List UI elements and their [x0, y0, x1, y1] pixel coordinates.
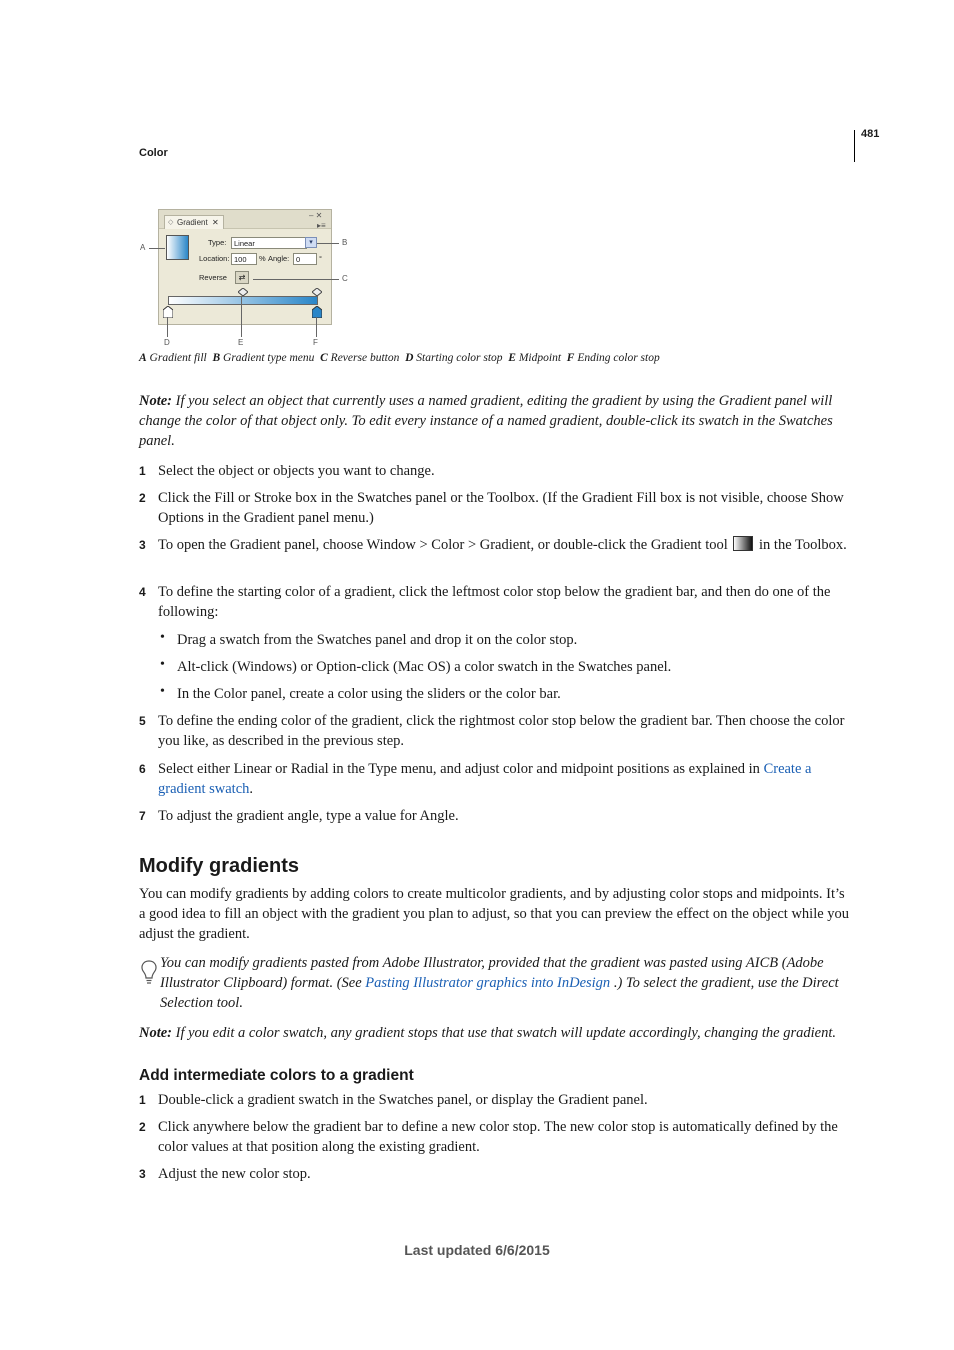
bullet-icon: •	[160, 657, 165, 672]
step-number: 6	[139, 762, 146, 776]
step-text: Select the object or objects you want to change.	[158, 463, 435, 479]
step-number: 2	[139, 491, 146, 505]
location-field[interactable]: 100	[231, 253, 257, 265]
midpoint-icon[interactable]	[238, 288, 248, 296]
note-text: If you edit a color swatch, any gradient stops that use that swatch will update accordingly, changing the gradient.	[175, 1025, 836, 1041]
header-rule	[854, 130, 855, 162]
step-text: To define the starting color of a gradient, click the leftmost color stop below the gradient bar, and then do one of the following:	[158, 584, 831, 620]
step-number: 3	[139, 538, 146, 552]
reverse-icon[interactable]: ⇄	[235, 271, 249, 284]
step-number: 7	[139, 809, 146, 823]
degree-sign: °	[319, 254, 322, 263]
step-text: Click the Fill or Stroke box in the Swatches panel or the Toolbox. (If the Gradient Fill box is not visible, choose Show Options in the Gradient panel menu.)	[158, 490, 844, 526]
last-updated-footer: Last updated 6/6/2015	[404, 1242, 550, 1258]
reverse-label: Reverse	[199, 273, 227, 282]
step-text: Double-click a gradient swatch in the Swatches panel, or display the Gradient panel.	[158, 1092, 648, 1108]
subsection-heading: Add intermediate colors to a gradient	[139, 1067, 414, 1084]
caption-key-e: E	[508, 352, 516, 364]
note-text: If you select an object that currently uses a named gradient, editing the gradient by using the Gradient panel will change the color of that object only. To edit every instance of a named gradient, double-click its swatch in the Swatches panel.	[139, 393, 833, 449]
gradient-tool-icon	[733, 536, 753, 551]
callout-c: C	[342, 274, 348, 283]
step-number: 2	[139, 1120, 146, 1134]
page-number: 481	[861, 128, 880, 140]
angle-field[interactable]: 0	[293, 253, 317, 265]
caption-text-c: Reverse button	[330, 352, 400, 364]
minimize-close-icons[interactable]: – ✕	[309, 211, 323, 220]
step-text: To adjust the gradient angle, type a value for Angle.	[158, 808, 459, 824]
section-paragraph: You can modify gradients by adding colors to create multicolor gradients, and by adjusting color stops and midpoints. It’s a good idea to fill an object with the gradient you plan to adjust, so that you can preview the effect on the object while you adjust the gradient.	[139, 886, 850, 942]
step-text-after: .	[249, 781, 254, 797]
bullet-text: In the Color panel, create a color using the sliders or the color bar.	[177, 686, 561, 702]
step-text-after: in the Toolbox.	[759, 537, 847, 553]
callout-f: F	[313, 338, 318, 347]
caption-text-b: Gradient type menu	[223, 352, 315, 364]
callout-f-leader	[316, 317, 317, 337]
note-label: Note:	[139, 1025, 173, 1041]
gradient-fill-swatch[interactable]	[166, 235, 189, 260]
step-text: Adjust the new color stop.	[158, 1166, 311, 1182]
section-heading: Modify gradients	[139, 855, 300, 877]
tab-label: Gradient	[177, 218, 208, 227]
callout-a-leader	[149, 248, 165, 249]
bullet-icon: •	[160, 630, 165, 645]
step-number: 1	[139, 1093, 146, 1107]
caption-key-d: D	[405, 352, 414, 364]
step-number: 4	[139, 585, 146, 599]
location-label: Location:	[199, 254, 230, 263]
caption-key-a: A	[139, 352, 147, 364]
tip-paragraph	[160, 953, 850, 1013]
type-label: Type:	[208, 238, 227, 247]
chevron-down-icon[interactable]: ▾	[305, 237, 317, 248]
lightbulb-icon	[139, 959, 159, 987]
note-label: Note:	[139, 393, 173, 409]
tab-grip-icon: ◇	[168, 219, 174, 226]
tip-text-after: .) To select the gradient, use the Direct Selection tool.	[160, 975, 839, 1011]
section-label: Color	[139, 147, 168, 159]
caption-key-f: F	[566, 352, 575, 364]
percent-sign: %	[259, 254, 266, 263]
tip-text-before: You can modify gradients pasted from Adobe Illustrator, provided that the gradient was pasted using AICB (Adobe Illustrator Clipboard) format. (See	[160, 955, 824, 991]
caption-text-e: Midpoint	[518, 352, 562, 364]
step-number: 1	[139, 464, 146, 478]
panel-tab-gradient[interactable]	[164, 215, 224, 229]
callout-a: A	[140, 243, 146, 252]
note-paragraph	[139, 391, 845, 451]
callout-e-leader	[241, 296, 242, 337]
type-dropdown[interactable]: Linear	[231, 237, 307, 249]
bullet-icon: •	[160, 684, 165, 699]
callout-b: B	[342, 238, 348, 247]
callout-d-leader	[167, 317, 168, 337]
angle-label: Angle:	[268, 254, 290, 263]
callout-e: E	[238, 338, 244, 347]
callout-d: D	[164, 338, 170, 347]
step-number: 5	[139, 714, 146, 728]
callout-b-leader	[317, 243, 339, 244]
step-text-before: To open the Gradient panel, choose Window > Color > Gradient, or double-click the Gradient tool	[158, 537, 728, 553]
create-gradient-swatch-link[interactable]: Create a gradient swatch	[158, 761, 812, 797]
step-text: To define the ending color of the gradient, click the rightmost color stop below the gradient bar. Then choose the color you like, as described in the previous step.	[158, 713, 845, 749]
starting-color-stop-icon[interactable]	[163, 306, 173, 318]
figure-caption	[139, 352, 660, 364]
panel-menu-icon[interactable]: ▸≡	[317, 221, 326, 230]
step-text	[158, 535, 858, 555]
tab-close-icon[interactable]: ✕	[212, 218, 219, 227]
caption-text-d: Starting color stop	[416, 352, 503, 364]
step-text: Click anywhere below the gradient bar to define a new color stop. The new color stop is automatically defined by the color values at that position along the existing gradient.	[158, 1119, 838, 1155]
bullet-text: Drag a swatch from the Swatches panel and drop it on the color stop.	[177, 632, 578, 648]
note-paragraph	[139, 1023, 851, 1043]
step-number: 3	[139, 1167, 146, 1181]
ending-color-stop-icon[interactable]	[312, 306, 322, 318]
midpoint-end-icon	[312, 288, 322, 296]
callout-c-leader	[253, 279, 339, 280]
pasting-illustrator-link[interactable]: Pasting Illustrator graphics into InDesign	[365, 975, 611, 991]
caption-text-f: Ending color stop	[577, 352, 660, 364]
caption-key-b: B	[212, 352, 221, 364]
bullet-text: Alt-click (Windows) or Option-click (Mac OS) a color swatch in the Swatches panel.	[177, 659, 672, 675]
caption-key-c: C	[320, 352, 328, 364]
gradient-panel	[158, 209, 332, 325]
step-text	[158, 759, 858, 799]
gradient-bar[interactable]	[168, 296, 318, 305]
caption-text-a: Gradient fill	[149, 352, 207, 364]
step-text-before: Select either Linear or Radial in the Type menu, and adjust color and midpoint positions as explained in	[158, 761, 760, 777]
